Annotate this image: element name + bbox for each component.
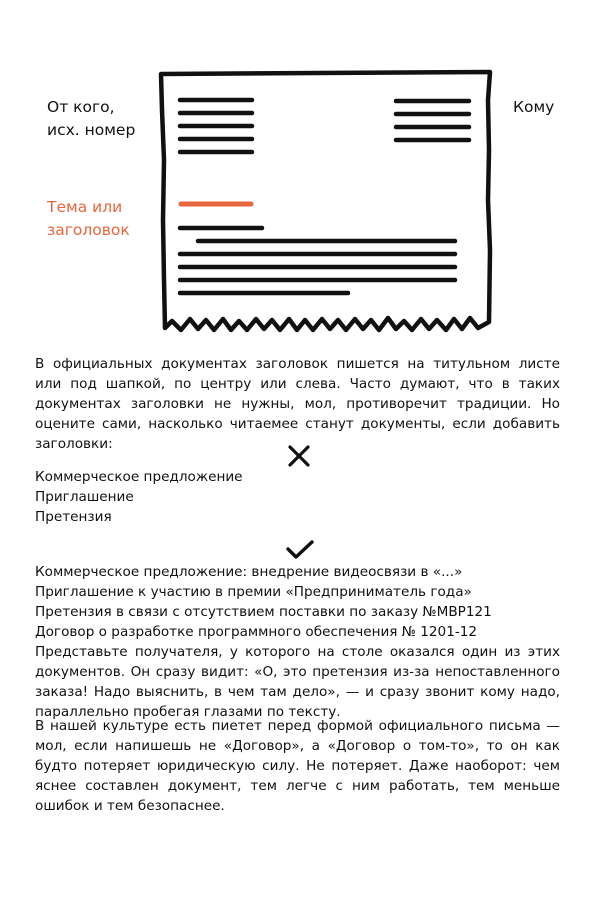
body-text-lines: [180, 228, 455, 293]
recipient-paragraph: Представьте получателя, у которого на столе оказался один из этих документов. Он сразу видит: «О, это претензия из-за непоставленного заказа! Надо выяснить, в чем там дело», — и сразу звонит кому надо, параллельно пробегая глазами по тексту.: [35, 644, 560, 720]
sender-label-line1: От кого,: [47, 98, 115, 116]
good-example-item: Коммерческое предложение: внедрение видеосвязи в «...»: [35, 564, 463, 580]
document-illustration: [0, 0, 599, 340]
bad-example-item: Коммерческое предложение: [35, 469, 243, 485]
sender-block-lines: [180, 100, 252, 152]
subject-label-line2: заголовок: [47, 221, 130, 239]
bad-example-item: Приглашение: [35, 489, 134, 505]
good-example-item: Договор о разработке программного обеспечения № 1201-12: [35, 624, 478, 640]
good-examples-list: [35, 562, 560, 642]
check-mark-icon: [285, 539, 315, 561]
subject-label-line1: Тема или: [47, 198, 123, 216]
good-example-item: Приглашение к участию в премии «Предприниматель года»: [35, 584, 472, 600]
intro-paragraph: В официальных документах заголовок пишется на титульном листе или под шапкой, по центру или слева. Часто думают, что в таких документах заголовки не нужны, мол, противоречит традиции. Но оцените сами, насколько читаемее станут документы, если добавить заголовки:: [35, 356, 560, 452]
culture-paragraph: В нашей культуре есть пиетет перед формой официального письма — мол, если напишешь не «Договор», а «Договор о том-то», то он как будто потеряет юридическую силу. Не потеряет. Даже наоборот: чем яснее составлен документ, тем легче с ним работать, тем меньше ошибок и тем безопаснее.: [35, 718, 560, 814]
bad-examples-list: [35, 467, 560, 527]
cross-mark-icon: [287, 444, 311, 468]
bad-example-item: Претензия: [35, 509, 112, 525]
recipient-block-lines: [396, 101, 469, 140]
good-example-item: Претензия в связи с отсутствием поставки по заказу №МВР121: [35, 604, 492, 620]
recipient-label: Кому: [513, 98, 555, 116]
sender-label-line2: исх. номер: [47, 121, 136, 139]
